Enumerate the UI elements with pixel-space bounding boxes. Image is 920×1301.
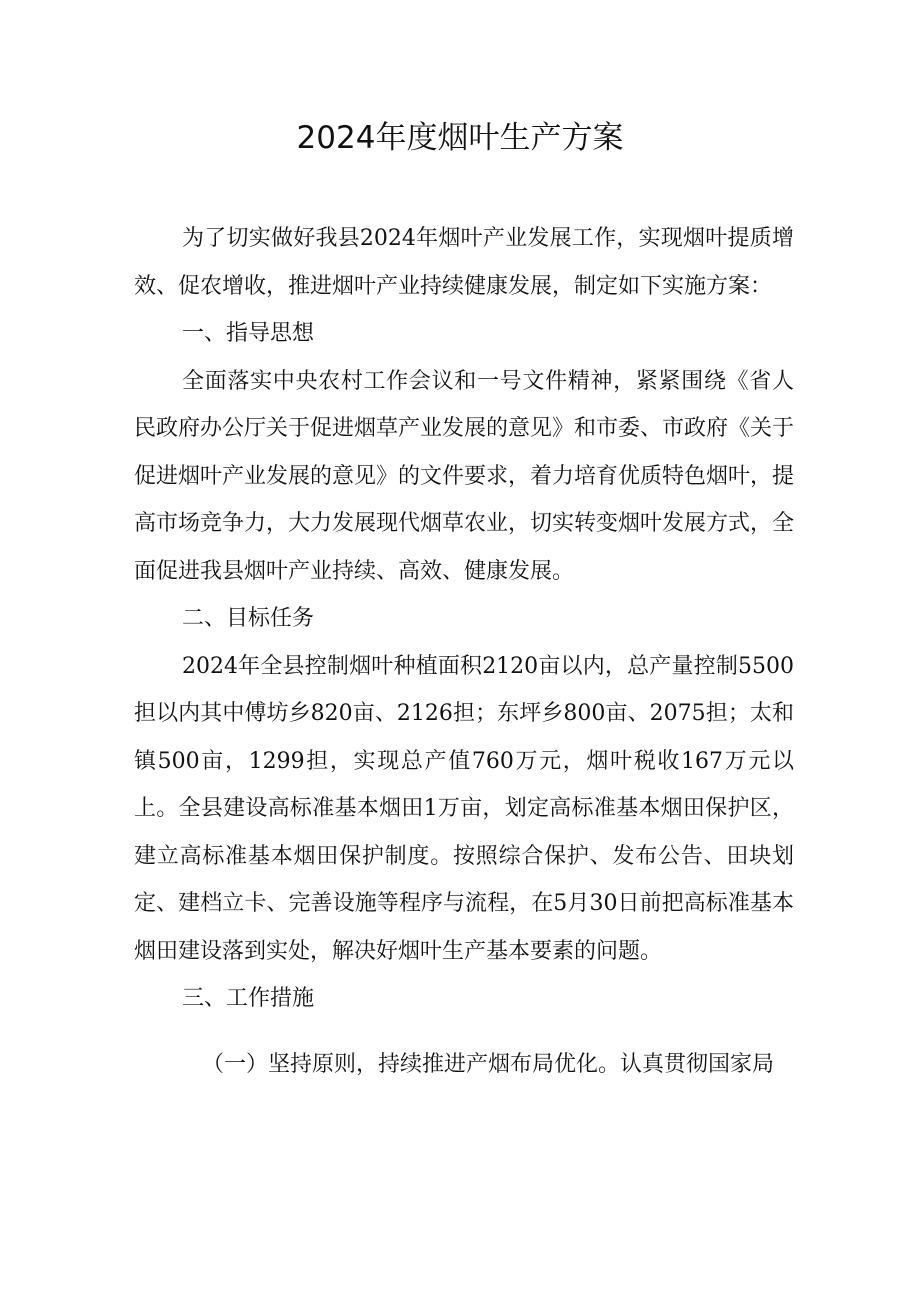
subsection-paragraph: （一）坚持原则，持续推进产烟布局优化。认真贯彻国家局 xyxy=(202,1051,775,1077)
section-text-targets: 2024年全县控制烟叶种植面积2120亩以内，总产量控制5500担以内其中傅坊乡820亩、2126担；东坪乡800亩、2075担；太和镇500亩，1299担，实现总产值760万元，烟叶税收167万元以上。全县建设高标准基本烟田1万亩，划定高标准基本烟田保护区，建立高标准基本烟田保护制度。按照综合保护、发布公告、田块划定、建档立卡、完善设施等程序与流程，在5月30日前把高标准基本烟田建设落到实处，解决好烟叶生产基本要素的问题。 xyxy=(134,653,794,964)
section-text-guiding-ideology: 全面落实中央农村工作会议和一号文件精神，紧紧围绕《省人民政府办公厅关于促进烟草产业发展的意见》和市委、市政府《关于促进烟叶产业发展的意见》的文件要求，着力培育优质特色烟叶，提高市场竞争力，大力发展现代烟草农业，切实转变烟叶发展方式，全面促进我县烟叶产业持续、高效、健康发展。 xyxy=(134,368,795,584)
document-title: 2024年度烟叶生产方案 xyxy=(296,120,624,156)
section-heading-guiding-ideology: 一、指导思想 xyxy=(182,321,315,346)
section-heading-targets: 二、目标任务 xyxy=(182,606,315,631)
section-heading-measures: 三、工作措施 xyxy=(182,986,315,1011)
intro-paragraph: 为了切实做好我县2024年烟叶产业发展工作，实现烟叶提质增效、促农增收，推进烟叶产业持续健康发展，制定如下实施方案： xyxy=(134,226,794,299)
document-body xyxy=(134,215,794,1088)
